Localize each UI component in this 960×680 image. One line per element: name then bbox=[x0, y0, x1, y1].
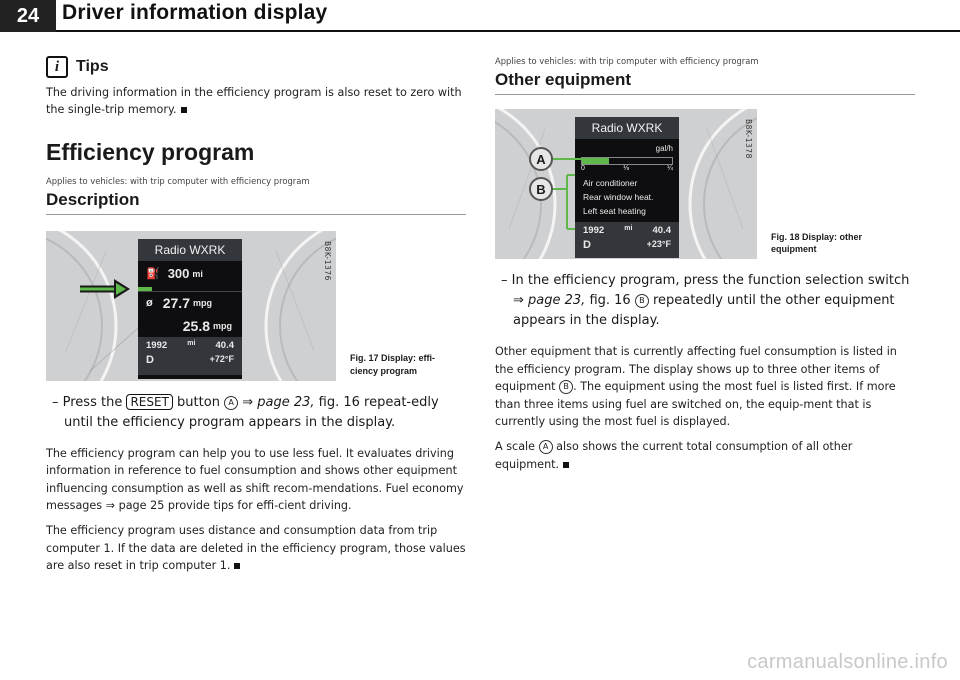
callout-b-icon: B bbox=[635, 294, 649, 308]
cluster-image-equipment bbox=[495, 109, 757, 259]
callout-a-icon: A bbox=[539, 440, 553, 454]
current-value: 25.8 bbox=[182, 317, 210, 334]
callout-b-icon: B bbox=[559, 380, 573, 394]
range-value: 300 bbox=[167, 266, 190, 282]
current-row bbox=[138, 315, 242, 337]
description-heading: Description bbox=[46, 190, 466, 215]
fuel-pump-icon: ⛽ bbox=[146, 268, 160, 281]
end-mark bbox=[563, 462, 569, 468]
figure-18-caption: Fig. 18 Display: other equipment bbox=[771, 231, 863, 254]
header-rule bbox=[56, 30, 960, 32]
odometer: 1992 bbox=[146, 339, 168, 351]
odometer-unit: mi bbox=[624, 225, 633, 232]
trip-odometer: 40.4 bbox=[215, 339, 234, 351]
status-bar bbox=[138, 337, 242, 375]
applies-note: Applies to vehicles: with trip computer with efficiency program bbox=[46, 175, 310, 186]
page-ref-link[interactable]: page 23, bbox=[257, 394, 315, 410]
outside-temp: +72°F bbox=[209, 353, 234, 364]
odometer-unit: mi bbox=[187, 339, 196, 347]
paragraph-1: Other equipment that is currently affecting fuel consumption is listed in the efficiency program. The display shows up to three other items of equipment B . The equipment using the most fuel is listed first. If more than three items using fuel are switched on, the equip-ment that is currently using the most fuel is displayed. bbox=[495, 345, 897, 428]
range-row bbox=[138, 261, 242, 287]
display-screen bbox=[138, 239, 242, 379]
range-unit: mi bbox=[192, 268, 203, 279]
chapter-title: Driver information display bbox=[62, 1, 328, 24]
watermark: carmanualsonline.info bbox=[747, 651, 948, 673]
callout-a-icon: A bbox=[224, 396, 238, 410]
callout-b-icon: B bbox=[529, 177, 553, 201]
equipment-item: Rear window heat. bbox=[583, 192, 654, 202]
paragraph-2: The efficiency program uses distance and consumption data from trip computer 1. If the data are deleted in the efficiency program, those values are also reset in trip computer 1. bbox=[46, 524, 466, 573]
reset-key: RESET bbox=[126, 394, 172, 410]
scale-right-label: ¼ bbox=[667, 165, 673, 172]
tips-text: The driving information in the efficiency program is also reset to zero with the single-trip memory. bbox=[46, 86, 462, 117]
page-ref-link[interactable]: page 23, bbox=[528, 293, 586, 309]
tips-header bbox=[46, 56, 466, 78]
other-equipment-heading: Other equipment bbox=[495, 70, 915, 95]
gear-indicator: D bbox=[583, 239, 591, 251]
page-number: 24 bbox=[0, 0, 56, 32]
right-column bbox=[495, 56, 915, 481]
figure-18 bbox=[495, 109, 915, 259]
trip-odometer: 40.4 bbox=[652, 225, 671, 236]
odometer: 1992 bbox=[583, 225, 605, 236]
end-mark bbox=[234, 563, 240, 569]
scale-left-label: 0 bbox=[581, 165, 585, 172]
radio-station: Radio WXRK bbox=[138, 239, 242, 261]
equipment-item: Left seat heating bbox=[583, 206, 646, 216]
callout-a-icon: A bbox=[529, 147, 553, 171]
instruction-step: – Press the RESET button A ⇒ page 23, fig. 16 repeat-edly until the efficiency program appears in the display. bbox=[52, 394, 439, 430]
current-unit: mpg bbox=[213, 320, 232, 331]
cluster-image-efficiency bbox=[46, 231, 336, 381]
gear-indicator: D bbox=[146, 353, 154, 366]
info-icon: i bbox=[46, 56, 68, 78]
outside-temp: +23°F bbox=[646, 239, 671, 249]
consumption-unit: gal/h bbox=[655, 143, 673, 153]
paragraph-1: The efficiency program can help you to use less fuel. It evaluates driving information in reference to fuel consumption and shows other equipment influencing consumption as well as shift recom-mendations. Fuel economy messages ⇒ page 25 provide tips for effi-cient driving. bbox=[46, 447, 464, 513]
figure-code: B8K-1378 bbox=[744, 119, 753, 159]
instruction-step: – In the efficiency program, press the function selection switch ⇒ page 23, fig. 16 B repeatedly until the other equipment appears in the display. bbox=[501, 273, 910, 329]
figure-17-caption: Fig. 17 Display: effi- ciency program bbox=[350, 353, 436, 376]
equipment-item: Air conditioner bbox=[583, 178, 638, 188]
average-icon: ø bbox=[146, 297, 153, 310]
average-row bbox=[138, 291, 242, 315]
paragraph-2: A scale A also shows the current total consumption of all other equipment. bbox=[495, 440, 853, 471]
average-value: 27.7 bbox=[162, 295, 190, 312]
radio-station: Radio WXRK bbox=[575, 117, 679, 139]
end-mark bbox=[181, 107, 187, 113]
section-title: Efficiency program bbox=[46, 138, 255, 165]
figure-17 bbox=[46, 231, 466, 381]
figure-code: B8K-1376 bbox=[323, 240, 332, 281]
applies-note: Applies to vehicles: with trip computer with efficiency program bbox=[495, 56, 759, 66]
scale-mid-label: ⅛ bbox=[623, 165, 629, 172]
average-unit: mpg bbox=[192, 298, 212, 309]
left-column bbox=[46, 56, 466, 583]
tips-label: Tips bbox=[76, 58, 109, 75]
